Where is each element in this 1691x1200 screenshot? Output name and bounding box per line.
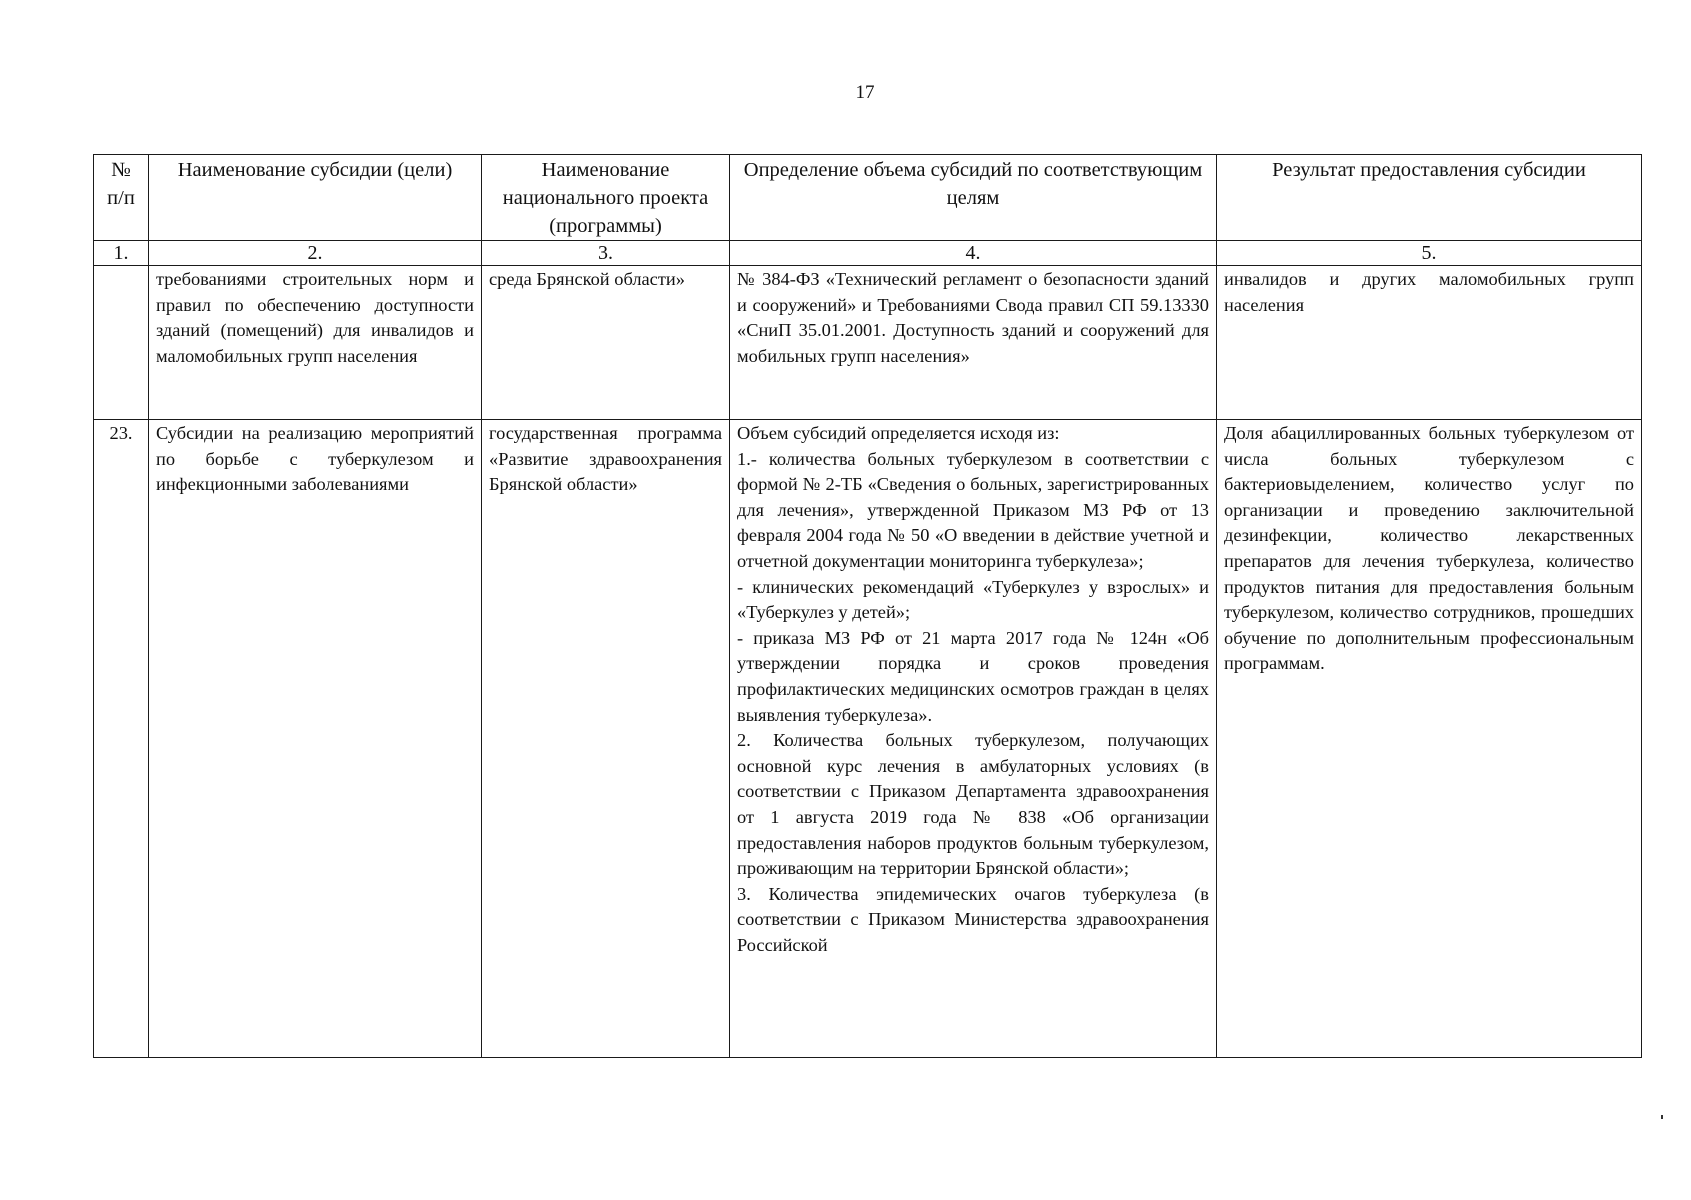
table-row bbox=[94, 420, 1642, 1058]
header-num: № п/п bbox=[94, 155, 149, 241]
column-number: 2. bbox=[149, 241, 482, 266]
header-volume-definition: Определение объема субсидий по соответствующим целям bbox=[730, 155, 1217, 241]
header-project-name: Наименование национального проекта (программы) bbox=[482, 155, 730, 241]
column-number: 1. bbox=[94, 241, 149, 266]
column-number: 3. bbox=[482, 241, 730, 266]
row-num bbox=[94, 266, 149, 420]
volume-paragraph: - приказа МЗ РФ от 21 марта 2017 года № 124н «Об утверждении порядка и сроков проведения профилактических медицинских осмотров граждан в целях выявления туберкулеза». bbox=[737, 627, 1209, 725]
column-number: 5. bbox=[1217, 241, 1642, 266]
project-name-cell: среда Брянской области» bbox=[482, 266, 730, 420]
volume-paragraph: № 384-ФЗ «Технический регламент о безопасности зданий и сооружений» и Требованиями Свода правил СП 59.13330 «СниП 35.01.2001. Доступность зданий и сооружений для мобильных групп населения» bbox=[737, 269, 1209, 366]
volume-paragraph: - клинических рекомендаций «Туберкулез у взрослых» и «Туберкулез у детей»; bbox=[737, 576, 1209, 623]
table-header-row bbox=[94, 155, 1642, 241]
subsidy-table bbox=[93, 154, 1642, 1058]
subsidy-name-cell: Субсидии на реализацию мероприятий по борьбе с туберкулезом и инфекционными заболеваниями bbox=[149, 420, 482, 1058]
column-number: 4. bbox=[730, 241, 1217, 266]
result-cell: Доля абациллированных больных туберкулезом от числа больных туберкулезом с бактериовыделением, количество услуг по организации и проведению заключительной дезинфекции, количество лекарственных препаратов для лечения туберкулеза, количество продуктов питания для предоставления больным туберкулезом, количество сотрудников, прошедших обучение по дополнительным профессиональным программам. bbox=[1217, 420, 1642, 1058]
volume-definition-cell bbox=[730, 266, 1217, 420]
scan-mark bbox=[1661, 1115, 1663, 1119]
volume-paragraph: 2. Количества больных туберкулезом, получающих основной курс лечения в амбулаторных условиях (в соответствии с Приказом Департамента здравоохранения от 1 августа 2019 года № 838 «Об организации предоставления наборов продуктов больным туберкулезом, проживающим на территории Брянской области»; bbox=[737, 730, 1209, 879]
table-row bbox=[94, 266, 1642, 420]
row-num: 23. bbox=[94, 420, 149, 1058]
subsidy-name-cell: требованиями строительных норм и правил по обеспечению доступности зданий (помещений) для инвалидов и маломобильных групп населения bbox=[149, 266, 482, 420]
volume-paragraph: 1.- количества больных туберкулезом в соответствии с формой № 2-ТБ «Сведения о больных, зарегистрированных для лечения», утвержденной Приказом МЗ РФ от 13 февраля 2004 года № 50 «О введении в действие учетной и отчетной документации мониторинга туберкулеза»; bbox=[737, 448, 1209, 571]
header-subsidy-name: Наименование субсидии (цели) bbox=[149, 155, 482, 241]
page-number: 17 bbox=[855, 82, 875, 103]
project-name-cell: государственная программа «Развитие здравоохранения Брянской области» bbox=[482, 420, 730, 1058]
column-number-row bbox=[94, 241, 1642, 266]
volume-paragraph: 3. Количества эпидемических очагов туберкулеза (в соответствии с Приказом Министерства здравоохранения Российской bbox=[737, 883, 1209, 955]
volume-definition-cell bbox=[730, 420, 1217, 1058]
header-result: Результат предоставления субсидии bbox=[1217, 155, 1642, 241]
volume-paragraph: Объем субсидий определяется исходя из: bbox=[737, 423, 1060, 443]
result-cell: инвалидов и других маломобильных групп населения bbox=[1217, 266, 1642, 420]
